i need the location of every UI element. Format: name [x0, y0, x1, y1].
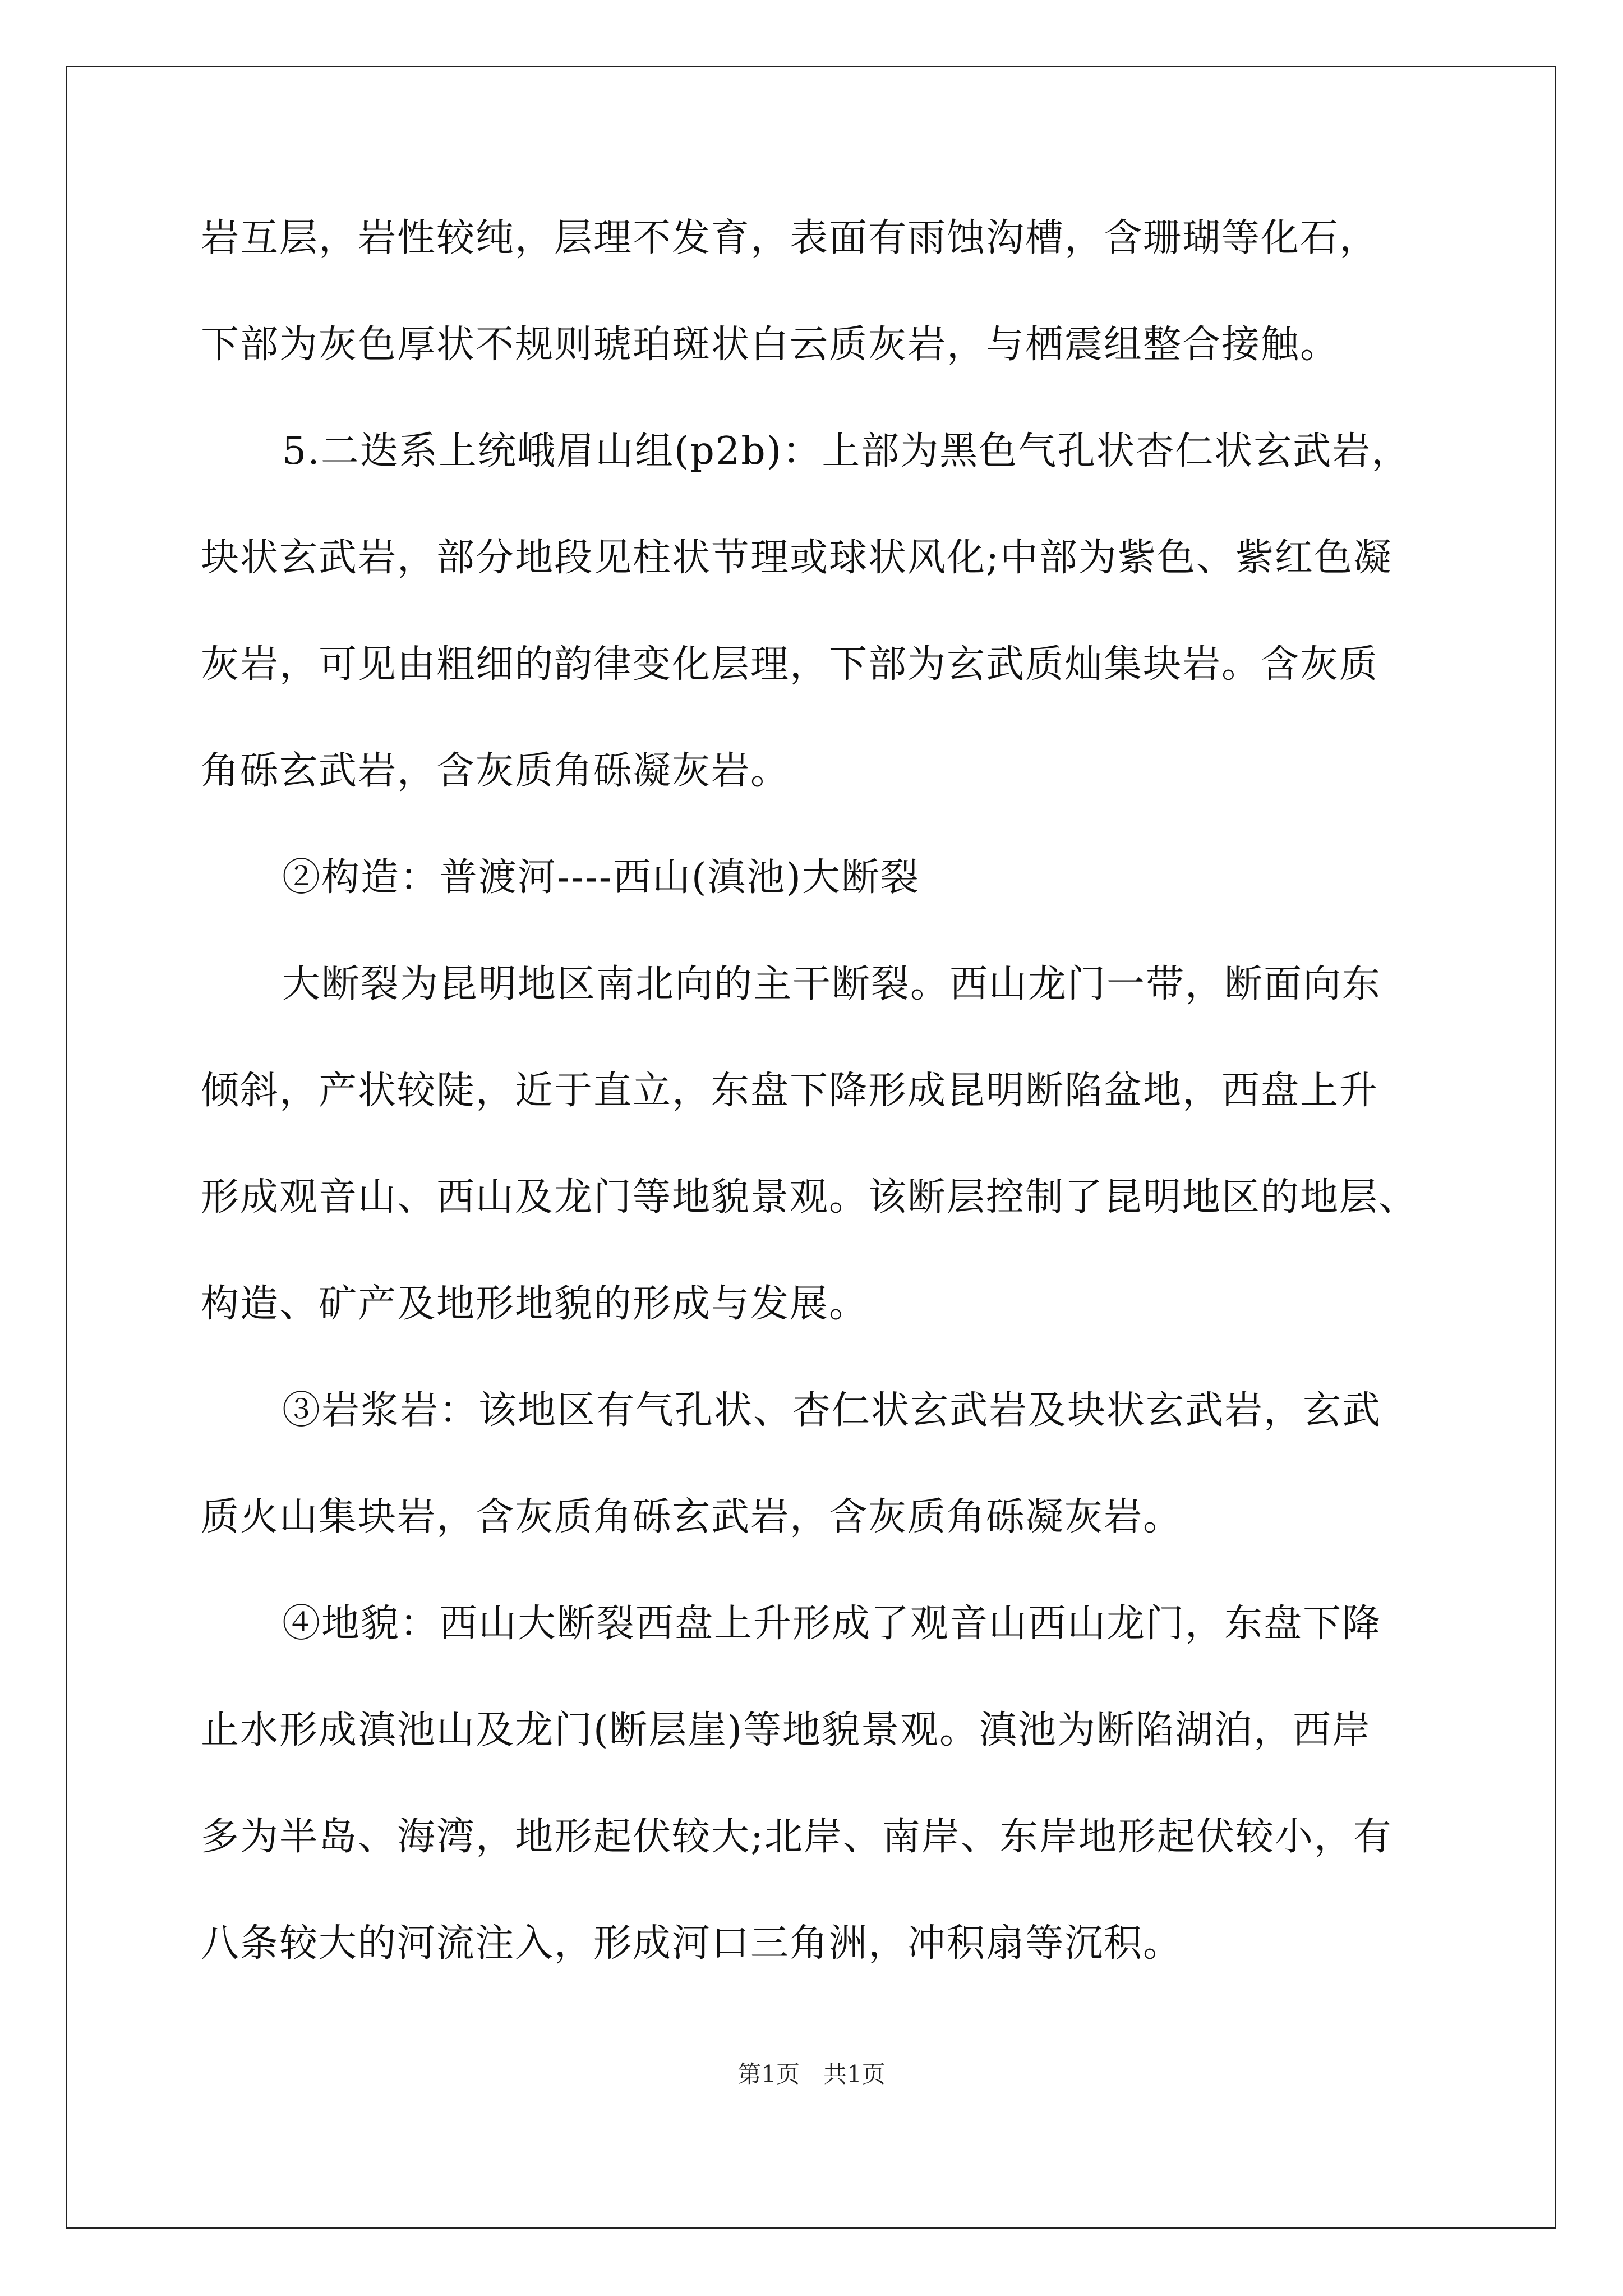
text-line: 八条较大的河流注入，形成河口三角洲，冲积扇等沉积。: [201, 1921, 1183, 1966]
text-line: 灰岩，可见由粗细的韵律变化层理，下部为玄武质灿集块岩。含灰质: [201, 642, 1379, 687]
text-line: 角砾玄武岩，含灰质角砾凝灰岩。: [201, 749, 790, 793]
text-line: ④地貌：西山大断裂西盘上升形成了观音山西山龙门，东盘下降: [282, 1602, 1382, 1646]
text-line: 大断裂为昆明地区南北向的主干断裂。西山龙门一带，断面向东: [282, 962, 1382, 1006]
text-line: 多为半岛、海湾，地形起伏较大;北岸、南岸、东岸地形起伏较小，有: [201, 1815, 1393, 1859]
text-line: 岩互层，岩性较纯，层理不发育，表面有雨蚀沟槽，含珊瑚等化石，: [201, 216, 1379, 260]
text-line: 质火山集块岩，含灰质角砾玄武岩，含灰质角砾凝灰岩。: [201, 1495, 1183, 1539]
page-number-footer: 第1页 共1页: [737, 2060, 886, 2088]
text-line: 构造、矿产及地形地貌的形成与发展。: [201, 1282, 869, 1326]
text-line: ③岩浆岩：该地区有气孔状、杏仁状玄武岩及块状玄武岩，玄武: [282, 1388, 1382, 1433]
text-line: 形成观音山、西山及龙门等地貌景观。该断层控制了昆明地区的地层、: [201, 1175, 1418, 1220]
page-border: [66, 66, 1556, 2229]
text-line: 止水形成滇池山及龙门(断层崖)等地貌景观。滇池为断陷湖泊，西岸: [201, 1708, 1372, 1752]
text-line: 5.二迭系上统峨眉山组(p2b)：上部为黑色气孔状杏仁状玄武岩，: [282, 429, 1411, 473]
text-line: 块状玄武岩，部分地段见柱状节理或球状风化;中部为紫色、紫红色凝: [201, 536, 1393, 580]
text-line: ②构造：普渡河----西山(滇池)大断裂: [282, 855, 920, 900]
text-line: 倾斜，产状较陡，近于直立，东盘下降形成昆明断陷盆地，西盘上升: [201, 1069, 1379, 1113]
text-line: 下部为灰色厚状不规则琥珀斑状白云质灰岩，与栖震组整合接触。: [201, 323, 1340, 367]
